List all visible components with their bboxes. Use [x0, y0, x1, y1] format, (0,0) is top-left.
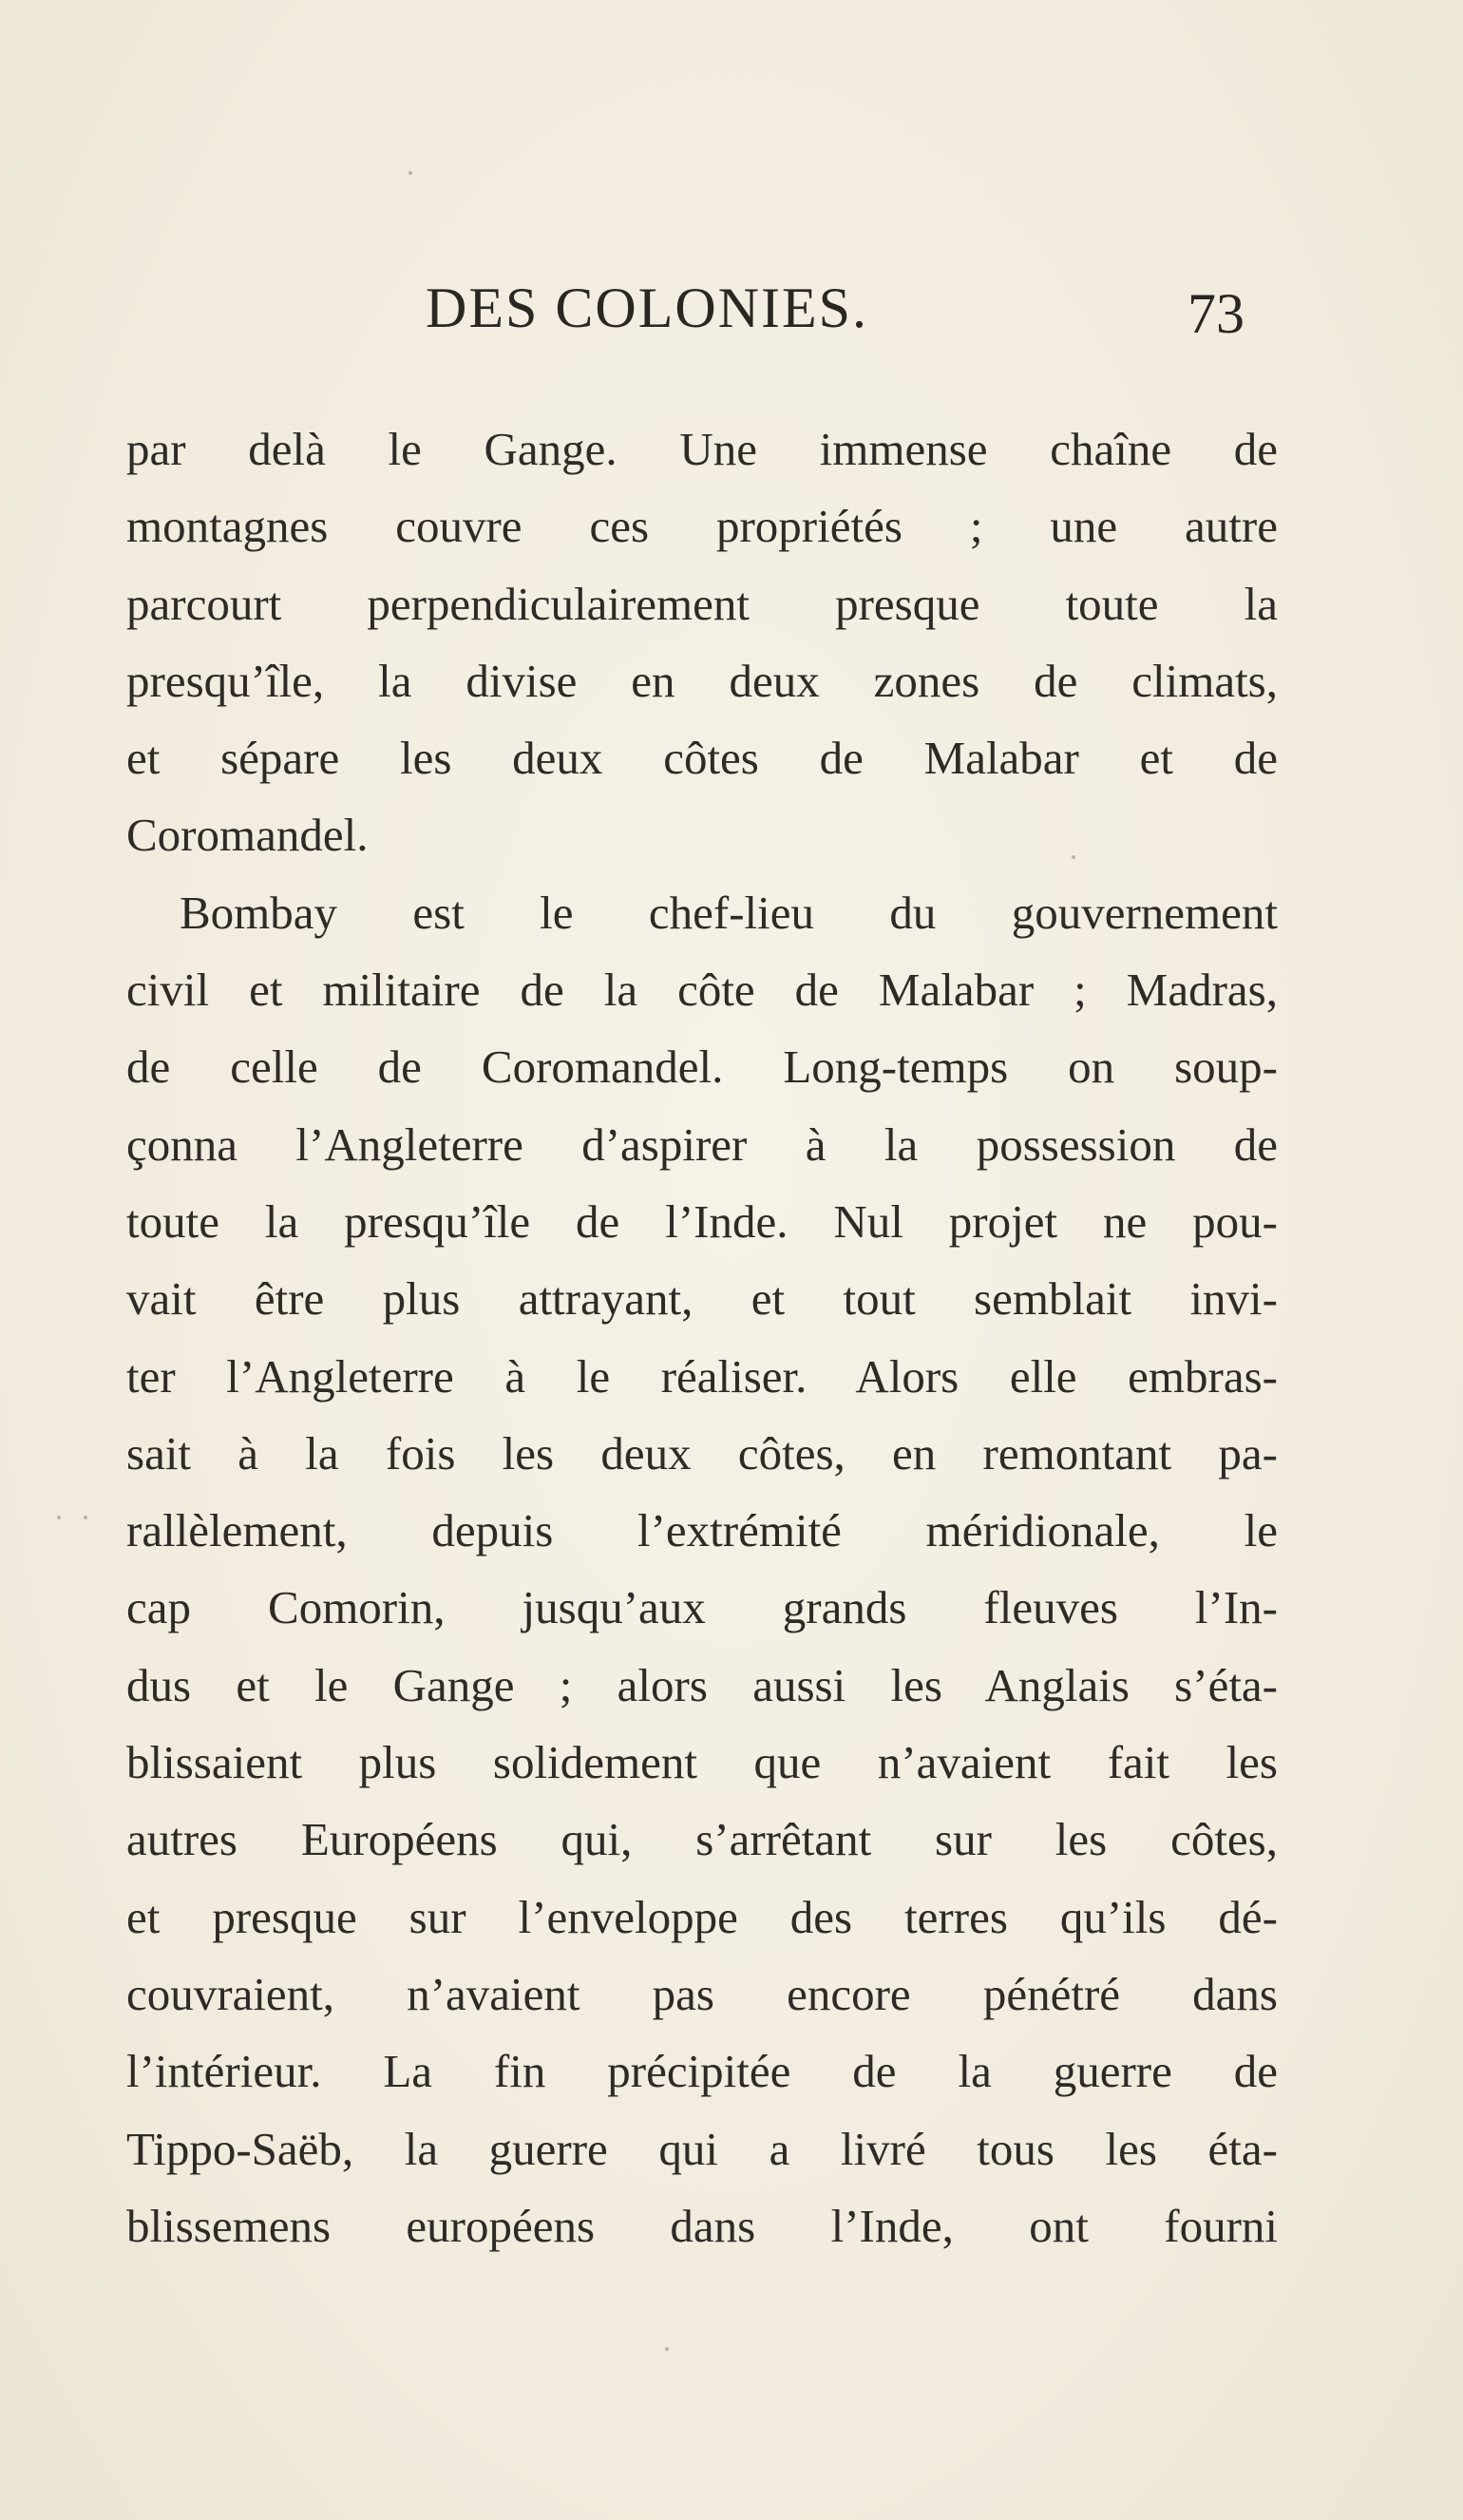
text-line: et presque sur l’enveloppe des terres qu’ils dé-: [126, 1890, 1278, 1943]
page-header: [0, 276, 1463, 352]
running-title: DES COLONIES.: [426, 277, 869, 339]
text-line: dus et le Gange ; alors aussi les Anglais s’éta-: [126, 1658, 1278, 1711]
page-number: 73: [1188, 282, 1244, 345]
text-line: civil et militaire de la côte de Malabar ; Madras,: [126, 964, 1278, 1017]
text-line: autres Européens qui, s’arrêtant sur les côtes,: [126, 1813, 1278, 1866]
text-line: Coromandel.: [126, 809, 369, 862]
text-line: montagnes couvre ces propriétés ; une autre: [126, 500, 1278, 553]
text-line: par delà le Gange. Une immense chaîne de: [126, 423, 1278, 475]
body-text: [126, 410, 1278, 2264]
text-line: presqu’île, la divise en deux zones de climats,: [126, 654, 1278, 707]
text-line: çonna l’Angleterre d’aspirer à la possession de: [126, 1117, 1278, 1171]
paper-speck: [84, 1516, 87, 1519]
text-line: Tippo-Saëb, la guerre qui a livré tous les éta-: [126, 2122, 1278, 2175]
text-line: cap Comorin, jusqu’aux grands fleuves l’In-: [126, 1581, 1278, 1634]
text-line: blissemens européens dans l’Inde, ont fourni: [126, 2199, 1278, 2252]
text-line: couvraient, n’avaient pas encore pénétré dans: [126, 1967, 1278, 2020]
text-line: l’intérieur. La fin précipitée de la guerre de: [126, 2045, 1278, 2098]
text-line: rallèlement, depuis l’extrémité méridionale, le: [126, 1504, 1278, 1557]
text-line: parcourt perpendiculairement presque toute la: [126, 577, 1278, 630]
text-line: vait être plus attrayant, et tout semblait invi-: [126, 1272, 1278, 1326]
text-line: blissaient plus solidement que n’avaient fait les: [126, 1736, 1278, 1789]
paragraph-first-line: Bombay est le chef-lieu du gouvernement: [180, 886, 1278, 939]
text-line: de celle de Coromandel. Long-temps on soup-: [126, 1040, 1278, 1094]
text-line: ter l’Angleterre à le réaliser. Alors elle embras-: [126, 1349, 1278, 1403]
paper-speck: [1072, 855, 1075, 859]
paper-speck: [57, 1516, 61, 1519]
text-line: et sépare les deux côtes de Malabar et de: [126, 732, 1278, 785]
text-line: sait à la fois les deux côtes, en remontant pa-: [126, 1426, 1278, 1480]
paper-speck: [665, 2347, 669, 2351]
paper-speck: [408, 171, 412, 175]
text-line: toute la presqu’île de l’Inde. Nul projet ne pou-: [126, 1194, 1278, 1248]
